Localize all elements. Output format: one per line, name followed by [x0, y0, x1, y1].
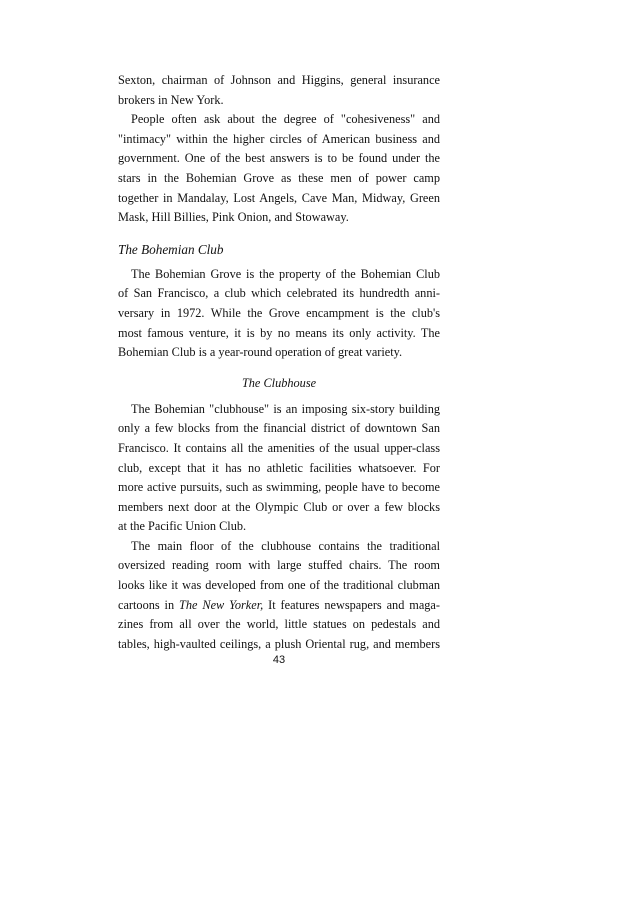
text-line: Francisco. It contains all the amenities of the usual upper-class	[118, 440, 440, 455]
text-line: government. One of the best answers is to be found under the	[118, 151, 440, 166]
text-line: The Bohemian Grove is the property of the Bohemian Club	[131, 266, 440, 281]
page-body	[118, 71, 440, 666]
text-line: Bohemian Club is a year-round operation of great variety.	[118, 345, 403, 360]
text-line-with-italic	[118, 596, 440, 616]
publication-title: The New Yorker,	[179, 597, 264, 612]
text-line: members next door at the Olympic Club or over a few blocks	[118, 499, 440, 514]
text-line: of San Francisco, a club which celebrated its hundredth anni-	[118, 286, 440, 301]
text-line: versary in 1972. While the Grove encampment is the club's	[118, 305, 440, 320]
text-line: together in Mandalay, Lost Angels, Cave Man, Midway, Green	[118, 190, 440, 205]
text-line: Sexton, chairman of Johnson and Higgins, general insurance	[118, 73, 440, 87]
paragraph-sexton	[118, 71, 440, 110]
text-line: The main floor of the clubhouse contains the traditional	[131, 538, 440, 553]
text-line: tables, high-vaulted ceilings, a plush Oriental rug, and members	[118, 636, 440, 651]
text-line: stars in the Bohemian Grove as these men of power camp	[118, 170, 440, 185]
text-line: brokers in New York.	[118, 92, 224, 107]
paragraph-main-floor	[118, 537, 440, 655]
paragraph-clubhouse	[118, 400, 440, 537]
text-line: most famous venture, it is by no means its only activity. The	[118, 325, 440, 340]
text-line: zines from all over the world, little statues on pedestals and	[118, 617, 440, 632]
paragraph-cohesiveness	[118, 110, 440, 228]
subsection-heading: The Clubhouse	[241, 375, 317, 390]
text-line: club, except that it has no athletic facilities whatsoever. For	[118, 460, 440, 475]
text-line: only a few blocks from the financial district of downtown San	[118, 421, 440, 436]
paragraph-bohemian-grove	[118, 265, 440, 363]
section-heading: The Bohemian Club	[118, 241, 224, 257]
text-run: cartoons in	[118, 597, 180, 612]
text-line: at the Pacific Union Club.	[118, 519, 247, 534]
text-line: oversized reading room with large stuffed chairs. The room	[118, 558, 440, 573]
text-line: People often ask about the degree of "cohesiveness" and	[131, 112, 440, 127]
text-line: more active pursuits, such as swimming, people have to become	[118, 480, 440, 495]
text-run: It features newspapers and maga-	[263, 597, 440, 612]
text-line: looks like it was developed from one of the traditional clubman	[118, 578, 440, 593]
text-line: Mask, Hill Billies, Pink Onion, and Stowaway.	[118, 210, 349, 225]
page-number: 43	[272, 654, 286, 666]
text-line: The Bohemian "clubhouse" is an imposing six-story building	[131, 401, 440, 416]
text-line: "intimacy" within the higher circles of American business and	[118, 131, 440, 146]
